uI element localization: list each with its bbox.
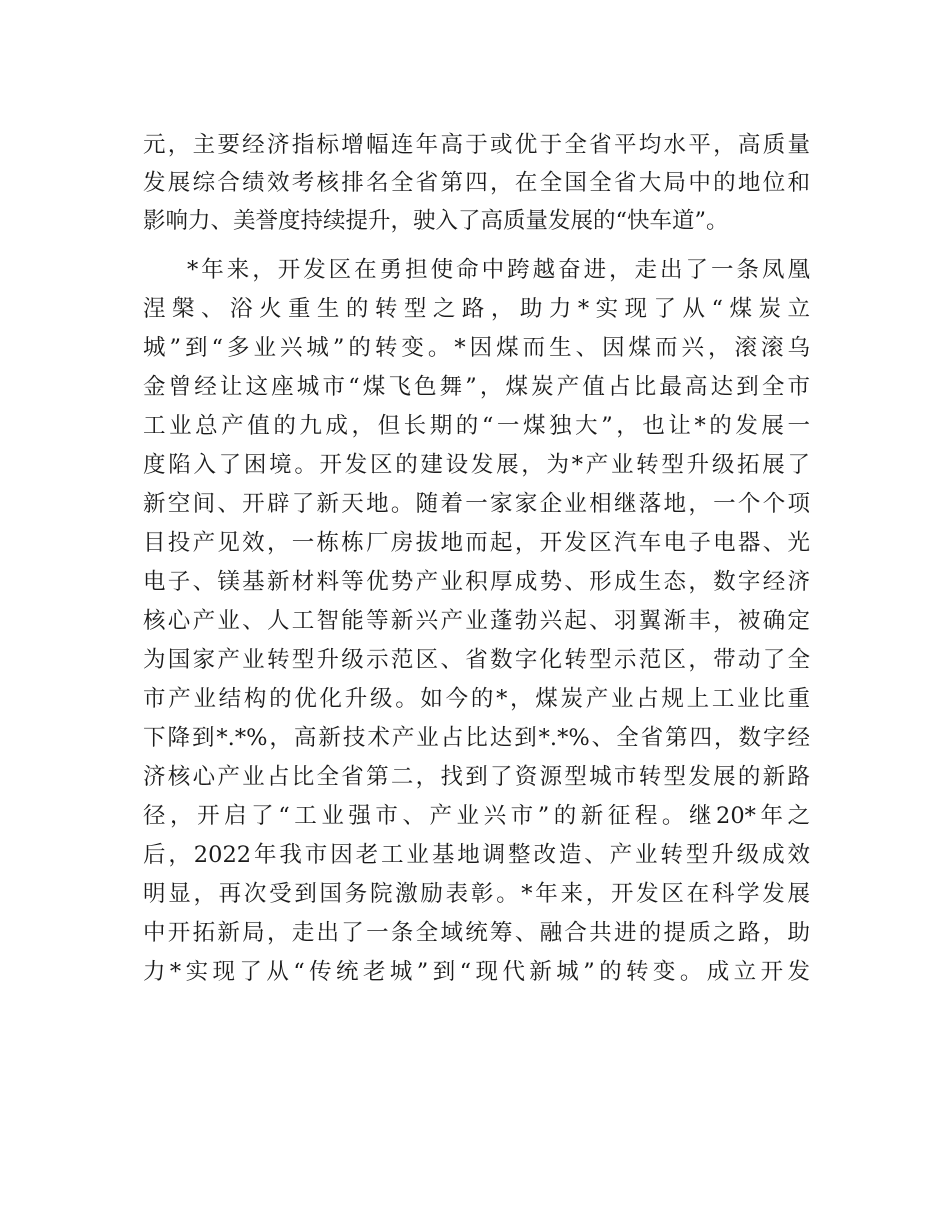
text-line-21: 中开拓新局，走出了一条全域统筹、融合共进的提质之路，助 xyxy=(143,920,810,946)
text-line-1: 元，主要经济指标增幅连年高于或优于全省平均水平，高质量 xyxy=(143,132,810,158)
text-line-7: 金曾经让这座城市“煤飞色舞”，煤炭产值占比最高达到全市 xyxy=(143,374,810,400)
text-line-18: 径，开启了“工业强市、产业兴市”的新征程。继20*年之 xyxy=(143,803,810,829)
text-line-14: 为国家产业转型升级示范区、省数字化转型示范区，带动了全 xyxy=(143,647,810,673)
text-line-11: 目投产见效，一栋栋厂房拔地而起，开发区汽车电子电器、光 xyxy=(143,530,810,556)
text-line-8: 工业总产值的九成，但长期的“一煤独大”，也让*的发展一 xyxy=(143,413,810,439)
text-line-20: 明显，再次受到国务院激励表彰。*年来，开发区在科学发展 xyxy=(143,881,810,907)
text-line-9: 度陷入了困境。开发区的建设发展，为*产业转型升级拓展了 xyxy=(143,452,810,478)
text-line-13: 核心产业、人工智能等新兴产业蓬勃兴起、羽翼渐丰，被确定 xyxy=(143,608,810,634)
text-line-19: 后，2022年我市因老工业基地调整改造、产业转型升级成效 xyxy=(143,842,810,868)
text-line-3: 影响力、美誉度持续提升，驶入了高质量发展的“快车道”。 xyxy=(143,208,729,234)
text-line-2: 发展综合绩效考核排名全省第四，在全国全省大局中的地位和 xyxy=(143,170,810,196)
text-line-16: 下降到*.*%，高新技术产业占比达到*.*%、全省第四，数字经 xyxy=(143,725,810,751)
text-line-6: 城”到“多业兴城”的转变。*因煤而生、因煤而兴，滚滚乌 xyxy=(143,335,810,361)
text-line-22: 力*实现了从“传统老城”到“现代新城”的转变。成立开发 xyxy=(143,959,810,985)
text-line-15: 市产业结构的优化升级。如今的*，煤炭产业占规上工业比重 xyxy=(143,686,810,712)
text-line-5: 涅槃、浴火重生的转型之路，助力*实现了从“煤炭立 xyxy=(143,296,810,322)
text-line-4: *年来，开发区在勇担使命中跨越奋进，走出了一条凤凰 xyxy=(187,257,810,283)
text-line-17: 济核心产业占比全省第二，找到了资源型城市转型发展的新路 xyxy=(143,764,810,790)
text-line-10: 新空间、开辟了新天地。随着一家家企业相继落地，一个个项 xyxy=(143,491,810,517)
text-line-12: 电子、镁基新材料等优势产业积厚成势、形成生态，数字经济 xyxy=(143,569,810,595)
